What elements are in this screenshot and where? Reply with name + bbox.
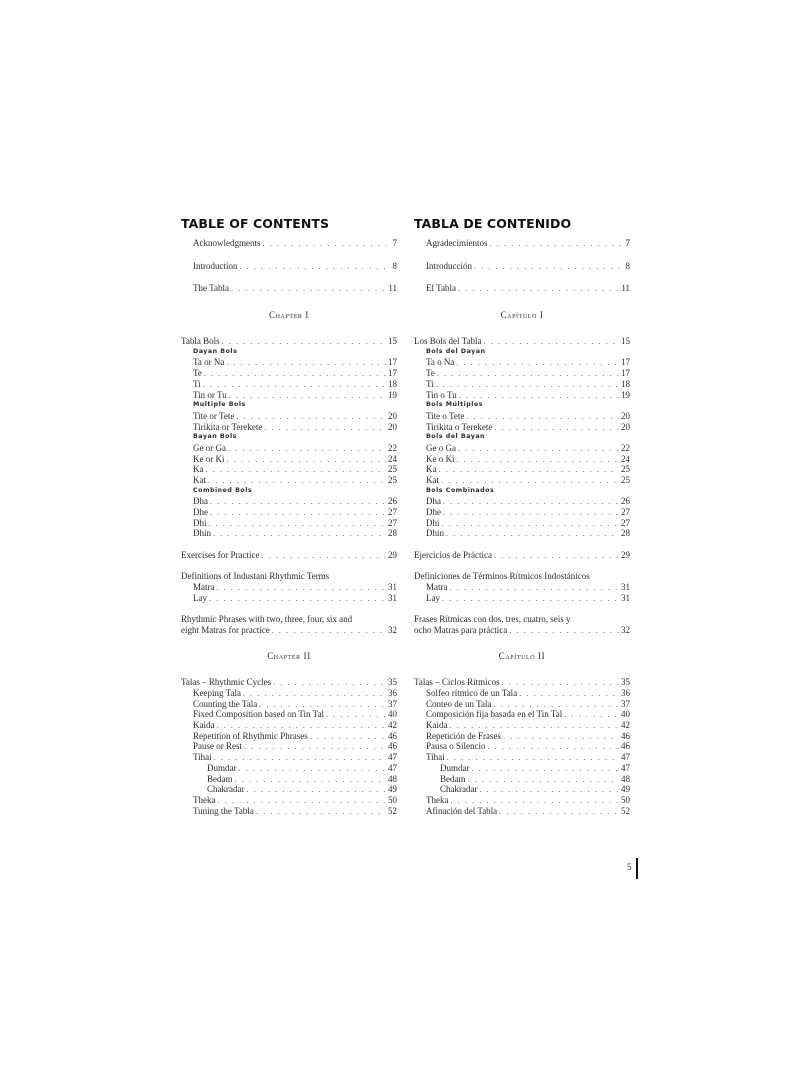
dot-leader xyxy=(509,626,619,637)
entry-title: Tabla Bols xyxy=(181,336,220,347)
entry-title: Matra xyxy=(426,581,448,592)
entry-title: Pausa o Silencio xyxy=(426,741,486,752)
entry-title: Ejercicios de Práctica xyxy=(414,549,492,560)
subsection-heading: Dayan Bols xyxy=(193,347,238,355)
entry-page: 15 xyxy=(388,336,397,347)
entry-title: Ge or Ga xyxy=(193,442,226,453)
dot-leader xyxy=(489,239,623,250)
toc-entry xyxy=(414,720,630,731)
dot-leader xyxy=(203,380,386,391)
dot-leader xyxy=(502,678,619,689)
dot-leader xyxy=(474,262,624,273)
toc-entry xyxy=(181,774,397,785)
toc-entry xyxy=(414,507,630,518)
section-title: Definitions of Industani Rhythmic Terms xyxy=(181,571,330,582)
toc-entry xyxy=(414,454,630,465)
section-entry xyxy=(181,550,397,561)
entry-title: Ke o Ki xyxy=(426,453,455,464)
entry-title: Keeping Tala xyxy=(193,688,241,698)
subsection-heading: Bols del Bayan xyxy=(426,433,486,441)
section-title: Rhythmic Phrases with two, three, four, six and xyxy=(181,613,353,624)
toc-entry xyxy=(181,422,397,433)
entry-title: Tin o Tu xyxy=(426,389,457,400)
dot-leader xyxy=(239,764,387,775)
toc-entry xyxy=(414,774,630,785)
dot-leader xyxy=(472,764,620,775)
entry-page: 20 xyxy=(621,410,630,421)
dot-leader xyxy=(519,689,619,700)
entry-title: Introducción xyxy=(426,260,472,271)
spacer xyxy=(181,539,397,550)
entry-page: 47 xyxy=(621,762,630,773)
toc-entry xyxy=(181,518,397,529)
toc-entry xyxy=(414,763,630,774)
toc-entry xyxy=(414,582,630,593)
entry-page: 22 xyxy=(388,442,397,453)
entry-page: 40 xyxy=(621,709,630,720)
page-rule xyxy=(636,858,638,879)
toc-entry xyxy=(181,443,397,454)
toc-entry xyxy=(181,731,397,742)
dot-leader xyxy=(226,358,386,369)
toc-entry xyxy=(414,368,630,379)
toc-entry xyxy=(181,464,397,475)
dot-leader xyxy=(442,594,619,605)
section-entry xyxy=(181,677,397,688)
toc-entry xyxy=(181,582,397,593)
entry-page: 37 xyxy=(388,698,397,709)
toc-entry xyxy=(181,806,397,817)
toc-entry xyxy=(414,357,630,368)
entry-title: Ka xyxy=(426,464,437,475)
toc-entry xyxy=(414,752,630,763)
entry-page: 7 xyxy=(625,238,630,248)
entry-title: Talas – Ciclos Rítmicos xyxy=(414,677,500,688)
entry-page: 24 xyxy=(388,453,397,464)
entry-title: Conteo de un Tala xyxy=(426,698,492,709)
chapter-heading: Chapter II xyxy=(267,651,311,662)
entry-title: Dhin xyxy=(426,528,444,539)
toc-entry xyxy=(181,741,397,752)
toc-entry xyxy=(181,357,397,368)
entry-title: The Tabla xyxy=(193,283,229,294)
entry-page: 47 xyxy=(388,752,397,763)
entry-title: Theka xyxy=(193,794,216,805)
toc-column-english xyxy=(181,216,397,816)
dot-leader xyxy=(243,689,386,700)
entry-page: 32 xyxy=(621,624,630,635)
entry-title: Chakradar xyxy=(440,784,478,795)
entry-page: 31 xyxy=(621,592,630,603)
entry-page: 42 xyxy=(621,720,630,731)
entry-title: Theka xyxy=(426,794,449,805)
dot-leader xyxy=(326,710,386,721)
entry-page: 32 xyxy=(388,624,397,635)
entry-title: Dhe xyxy=(426,507,441,518)
entry-page: 15 xyxy=(621,336,630,347)
front-matter-entry xyxy=(193,238,397,249)
entry-title: Tuning the Tabla xyxy=(193,805,254,816)
toc-entry xyxy=(181,507,397,518)
toc-entry xyxy=(181,795,397,806)
subsection-heading: Multiple Bols xyxy=(193,401,246,409)
entry-title: Ta or Na xyxy=(193,357,225,368)
entry-title: Ge o Ga xyxy=(426,442,456,453)
front-matter-entry xyxy=(426,238,630,249)
toc-entry xyxy=(414,390,630,401)
entry-page: 19 xyxy=(388,389,397,400)
toc-entry xyxy=(414,411,630,422)
entry-page: 42 xyxy=(388,720,397,731)
entry-page: 26 xyxy=(388,496,397,507)
entry-page: 47 xyxy=(388,762,397,773)
spacer xyxy=(181,561,397,572)
toc-entry xyxy=(414,731,630,742)
chapter-heading: Chapter I xyxy=(269,310,309,321)
dot-leader xyxy=(240,262,391,273)
entry-title: Bedam xyxy=(207,773,233,784)
front-matter xyxy=(414,238,630,294)
entry-title: Tirikita o Terekete xyxy=(426,421,493,432)
entry-page: 35 xyxy=(388,677,397,688)
entry-page: 17 xyxy=(621,357,630,368)
dot-leader xyxy=(456,358,619,369)
entry-page: 46 xyxy=(388,730,397,741)
subsection-heading: Bols del Dayan xyxy=(426,347,486,355)
entry-title: Kaida xyxy=(193,720,215,731)
entry-title: Kat xyxy=(193,475,206,485)
entry-title: Bedam xyxy=(440,773,466,784)
front-matter-entry xyxy=(426,261,630,272)
toc-entry xyxy=(181,699,397,710)
toc-entry xyxy=(414,475,630,486)
toc-entry xyxy=(414,518,630,529)
spacer xyxy=(414,561,630,572)
spacer xyxy=(414,603,630,614)
entry-title: Agradecimientos xyxy=(426,238,488,248)
entry-page: 50 xyxy=(388,794,397,805)
entry-page: 48 xyxy=(621,773,630,784)
dot-leader xyxy=(503,732,619,743)
toc-title: TABLE OF CONTENTS xyxy=(181,216,330,231)
entry-page: 27 xyxy=(388,507,397,518)
section-entry xyxy=(414,677,630,688)
toc-entry xyxy=(414,528,630,539)
toc-entry xyxy=(414,688,630,699)
dot-leader xyxy=(436,380,619,391)
entry-title: ocho Matras para práctica xyxy=(414,624,508,635)
entry-page: 20 xyxy=(388,421,397,432)
dot-leader xyxy=(443,497,619,508)
entry-title: Dha xyxy=(426,496,441,507)
entry-title: Dumdar xyxy=(440,762,470,773)
toc-entry xyxy=(181,475,397,486)
entry-title: Dhe xyxy=(193,507,208,518)
toc-entry xyxy=(414,464,630,475)
entry-page: 7 xyxy=(392,238,397,248)
toc-entry xyxy=(414,496,630,507)
dot-leader xyxy=(263,239,391,250)
toc-entry xyxy=(414,593,630,604)
entry-page: 35 xyxy=(621,677,630,688)
subsection-heading: Combined Bols xyxy=(193,486,253,494)
entry-page: 46 xyxy=(621,741,630,752)
entry-page: 49 xyxy=(621,784,630,795)
toc-entry xyxy=(181,752,397,763)
entry-title: Solfeo rítmico de un Tala xyxy=(426,688,518,698)
entry-page: 50 xyxy=(621,794,630,805)
entry-page: 26 xyxy=(621,496,630,507)
dot-leader xyxy=(437,369,619,380)
entry-title: Exercises for Practice xyxy=(181,549,260,560)
dot-leader xyxy=(222,337,386,348)
entry-page: 52 xyxy=(621,805,630,816)
chapter-heading: Capítulo II xyxy=(498,651,546,662)
entry-title: Counting the Tala xyxy=(193,698,258,709)
entry-title: Pause or Rest xyxy=(193,741,242,752)
toc-entry xyxy=(414,699,630,710)
dot-leader xyxy=(264,423,386,434)
entry-page: 17 xyxy=(621,368,630,379)
dot-leader xyxy=(483,337,619,348)
dot-leader xyxy=(450,583,620,594)
entry-title: El Tabla xyxy=(426,283,456,294)
section-entry xyxy=(414,550,630,561)
dot-leader xyxy=(310,732,386,743)
dot-leader xyxy=(458,284,619,295)
entry-title: Tite or Tete xyxy=(193,410,235,421)
entry-page: 25 xyxy=(388,475,397,485)
toc-title: TABLA DE CONTENIDO xyxy=(414,216,572,231)
entry-page: 24 xyxy=(621,453,630,464)
entry-page: 28 xyxy=(388,528,397,539)
entry-page: 52 xyxy=(388,805,397,816)
dot-leader xyxy=(494,423,619,434)
toc-entry xyxy=(414,422,630,433)
section-entry xyxy=(414,625,630,636)
entry-title: Tin or Tu xyxy=(193,389,227,400)
entry-page: 11 xyxy=(621,283,630,294)
entry-page: 25 xyxy=(388,464,397,475)
toc-column-spanish xyxy=(414,216,630,816)
section-entry xyxy=(414,336,630,347)
dot-leader xyxy=(261,551,386,562)
entry-title: Kat xyxy=(426,475,439,485)
entry-page: 17 xyxy=(388,368,397,379)
entry-page: 28 xyxy=(621,528,630,539)
entry-title: Matra xyxy=(193,581,215,592)
dot-leader xyxy=(256,807,386,818)
chapter-heading: Capítulo I xyxy=(500,310,544,321)
entry-title: Repetición de Frases xyxy=(426,730,501,741)
dot-leader xyxy=(499,807,619,818)
dot-leader xyxy=(213,529,386,540)
dot-leader xyxy=(442,519,620,530)
dot-leader xyxy=(228,444,386,455)
dot-leader xyxy=(447,753,619,764)
entry-title: Tirikita or Terekete xyxy=(193,421,263,432)
subsection-heading: Bols Múltiples xyxy=(426,401,483,409)
entry-page: 18 xyxy=(621,378,630,389)
dot-leader xyxy=(458,444,619,455)
page-number: 5 xyxy=(627,862,632,872)
entry-title: Tite o Tete xyxy=(426,410,465,421)
dot-leader xyxy=(488,742,620,753)
toc-entry xyxy=(414,709,630,720)
dot-leader xyxy=(235,775,387,786)
entry-page: 46 xyxy=(388,741,397,752)
spacer xyxy=(414,539,630,550)
toc-entry xyxy=(181,454,397,465)
entry-page: 8 xyxy=(392,260,397,271)
entry-page: 40 xyxy=(388,709,397,720)
entry-page: 47 xyxy=(621,752,630,763)
entry-title: Tihai xyxy=(426,752,445,763)
toc-entry xyxy=(181,390,397,401)
entry-title: Afinación del Tabla xyxy=(426,805,498,816)
entry-title: Chakradar xyxy=(207,784,245,795)
toc-entry xyxy=(414,784,630,795)
toc-entry xyxy=(414,741,630,752)
entry-title: Te xyxy=(426,368,435,379)
entry-title: Lay xyxy=(193,592,207,603)
toc-entry xyxy=(181,784,397,795)
entry-title: Los Bols del Tabla xyxy=(414,336,482,347)
dot-leader xyxy=(443,508,619,519)
dot-leader xyxy=(231,284,386,295)
section-entry xyxy=(181,336,397,347)
front-matter xyxy=(181,238,397,294)
dot-leader xyxy=(244,742,386,753)
toc-entry xyxy=(414,443,630,454)
dot-leader xyxy=(209,594,386,605)
entry-title: Acknowledgments xyxy=(193,238,261,248)
entry-title: Te xyxy=(193,368,202,379)
entry-page: 25 xyxy=(621,464,630,475)
dot-leader xyxy=(457,455,620,466)
section-title: Definiciones de Términos Rítmicos Indostánicos xyxy=(414,571,590,582)
entry-title: Ti xyxy=(426,378,434,389)
toc-entry xyxy=(181,411,397,422)
toc-entry xyxy=(181,763,397,774)
front-matter-entry xyxy=(193,261,397,272)
entry-page: 31 xyxy=(621,581,630,592)
entry-title: Tihai xyxy=(193,752,212,763)
entry-page: 27 xyxy=(388,517,397,528)
entry-page: 19 xyxy=(621,389,630,400)
toc-entry xyxy=(181,379,397,390)
entry-title: Dumdar xyxy=(207,762,237,773)
entry-page: 20 xyxy=(621,421,630,432)
toc-entry xyxy=(181,593,397,604)
entry-page: 18 xyxy=(388,378,397,389)
dot-leader xyxy=(564,710,619,721)
dot-leader xyxy=(479,785,619,796)
entry-title: Dhi xyxy=(426,517,440,528)
dot-leader xyxy=(206,465,387,476)
toc-entry xyxy=(414,795,630,806)
entry-page: 25 xyxy=(621,475,630,485)
entry-title: Ke or Ki xyxy=(193,453,225,464)
entry-title: Kaida xyxy=(426,720,448,731)
dot-leader xyxy=(204,369,386,380)
subsection-heading: Bols Combinados xyxy=(426,486,495,494)
toc-entry xyxy=(414,379,630,390)
entry-title: Lay xyxy=(426,592,440,603)
entry-page: 37 xyxy=(621,698,630,709)
subsection-heading: Bayan Bols xyxy=(193,433,237,441)
dot-leader xyxy=(209,519,387,530)
entry-title: Dhi xyxy=(193,517,207,528)
entry-page: 48 xyxy=(388,773,397,784)
entry-title: Ta o Na xyxy=(426,357,455,368)
entry-title: Fixed Composition based on Tin Tal xyxy=(193,709,324,720)
entry-page: 11 xyxy=(388,283,397,294)
dot-leader xyxy=(214,753,386,764)
dot-leader xyxy=(210,508,386,519)
entry-page: 22 xyxy=(621,442,630,453)
dot-leader xyxy=(446,529,619,540)
entry-page: 17 xyxy=(388,357,397,368)
entry-page: 31 xyxy=(388,581,397,592)
entry-page: 31 xyxy=(388,592,397,603)
entry-page: 36 xyxy=(388,688,397,698)
entry-title: Ti xyxy=(193,378,201,389)
dot-leader xyxy=(229,391,386,402)
dot-leader xyxy=(227,455,387,466)
entry-title: Dha xyxy=(193,496,208,507)
dot-leader xyxy=(439,465,620,476)
dot-leader xyxy=(246,785,386,796)
toc-entry xyxy=(181,720,397,731)
dot-leader xyxy=(272,626,386,637)
front-matter-entry xyxy=(426,283,630,294)
dot-leader xyxy=(494,551,619,562)
front-matter-entry xyxy=(193,283,397,294)
dot-leader xyxy=(217,583,387,594)
toc-entry xyxy=(181,368,397,379)
entry-page: 46 xyxy=(621,730,630,741)
toc-entry xyxy=(414,806,630,817)
entry-title: Introduction xyxy=(193,260,238,271)
entry-page: 8 xyxy=(625,260,630,271)
entry-page: 29 xyxy=(621,549,630,560)
entry-page: 36 xyxy=(621,688,630,698)
toc-entry xyxy=(181,496,397,507)
entry-title: Dhin xyxy=(193,528,211,539)
section-entry xyxy=(181,625,397,636)
toc-entry xyxy=(181,528,397,539)
entry-page: 20 xyxy=(388,410,397,421)
entry-title: Repetition of Rhythmic Phrases xyxy=(193,730,308,741)
entry-title: Composición fija basada en el Tin Tal xyxy=(426,709,563,720)
entry-page: 49 xyxy=(388,784,397,795)
entry-title: Ka xyxy=(193,464,204,475)
entry-page: 27 xyxy=(621,507,630,518)
entry-page: 29 xyxy=(388,549,397,560)
entry-page: 27 xyxy=(621,517,630,528)
dot-leader xyxy=(468,775,620,786)
dot-leader xyxy=(273,678,386,689)
entry-title: eight Matras for practice xyxy=(181,624,270,635)
section-title: Frases Rítmicas con dos, tres, cuatro, seis y xyxy=(414,613,571,624)
dot-leader xyxy=(210,497,386,508)
toc-entry xyxy=(181,709,397,720)
toc-entry xyxy=(181,688,397,699)
entry-title: Talas – Rhythmic Cycles xyxy=(181,677,272,688)
spacer xyxy=(181,603,397,614)
